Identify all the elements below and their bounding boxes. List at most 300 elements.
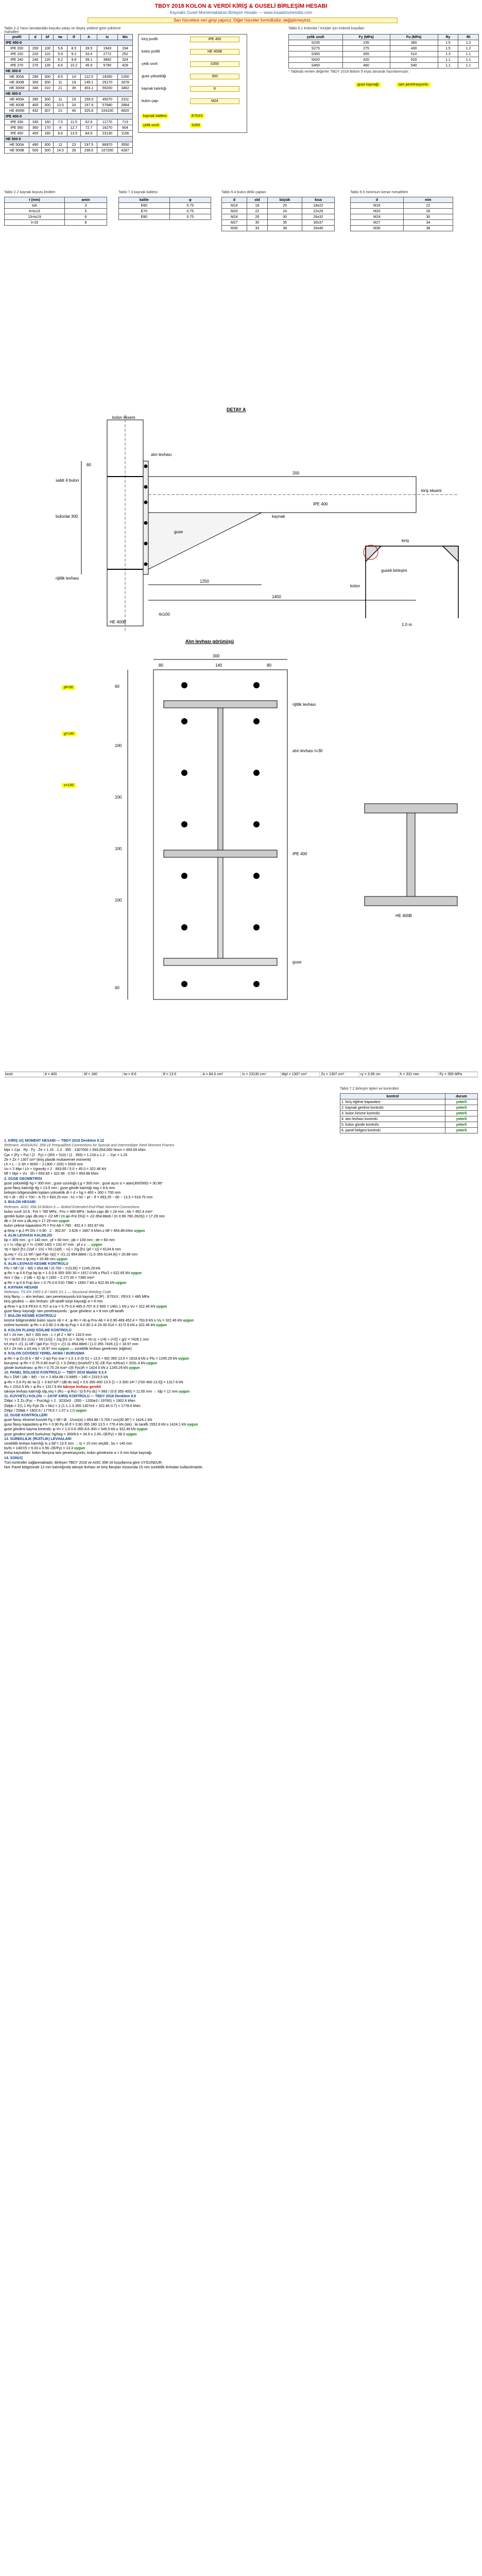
column-header: durum <box>445 1094 477 1099</box>
column-header: Ry <box>438 35 458 40</box>
dim-7: HE 400B <box>110 620 127 624</box>
calc-line: guse gövdesi kayma kontrolü: φ·Vn = 1.0·0.6·355·8.6·300 = 549.5 kN ≥ 322.46 kN uygun <box>4 1428 148 1432</box>
table-cell: 310 <box>41 86 54 91</box>
table-cell: 6.2 <box>54 57 67 63</box>
table-cell: 159.0 <box>81 97 97 103</box>
table-cell: 13.5 <box>54 103 67 108</box>
table-cell: 8.5 <box>54 74 67 80</box>
column-header: Ix <box>97 35 117 40</box>
calc-line: Ru = ΣMf / (db − tbf) − Vc = 2·854.88 / 0.6865 − 180 = 2310.5 kN <box>4 1376 108 1380</box>
table-cell: 72.7 <box>81 125 97 131</box>
section-dim-h2: 100 <box>115 743 122 748</box>
calc-section-heading: 5. ALIN LEVHASI KESME KONTROLÜ <box>4 1262 68 1266</box>
calc-status: uygun <box>129 1366 140 1370</box>
column-header: d <box>222 197 247 203</box>
table-cell: 26 <box>403 209 453 214</box>
table-cell: 303.1 <box>81 86 97 91</box>
column-header: φ <box>169 197 211 203</box>
calc-status: uygun <box>146 1361 157 1365</box>
check-status: yeterli <box>445 1116 477 1122</box>
calc-line: ΣMpb = Σ(1.1·Ry·Fyb·Zb + Mv) = 2·(1.1·1.3·355·1307e3 + 322.46·0.7) = 1778.6 kNm <box>4 1404 141 1408</box>
table-row[interactable] <box>5 86 133 91</box>
table-cell: 490 <box>29 142 42 148</box>
section-label-endplate: alın levhası t=30 <box>292 749 323 753</box>
profile-group-name: HE 500-0 <box>5 137 133 142</box>
property-cell: Fy = 355 MPa <box>438 1072 478 1077</box>
calc-status: uygun <box>187 1423 198 1427</box>
gusset-input[interactable] <box>190 74 239 79</box>
table-row[interactable] <box>119 203 211 209</box>
table-cell: 170 <box>41 125 54 131</box>
table-cell: 2311 <box>117 97 132 103</box>
check-status: yeterli <box>445 1128 477 1133</box>
page-subtitle: Kaynaklı Gusel Momentaktaran Birleşim Hesabı — www.insaatmuhendisi.com <box>169 10 313 15</box>
dim-8: 80 <box>87 463 91 467</box>
table-cell: M30 <box>351 226 404 231</box>
calc-section-heading: 7. BULON KESME KONTROLÜ <box>4 1314 57 1318</box>
table-cell: 180 <box>41 131 54 137</box>
table-row[interactable] <box>222 220 335 226</box>
table-row[interactable] <box>351 214 453 220</box>
calc-line: bs/ts = 140/15 = 9.33 ≤ 0.56·√(E/Fy) = 13.3 uygun <box>4 1447 85 1451</box>
table-row[interactable] <box>119 209 211 214</box>
steel-label: çelik sınıfı <box>142 62 158 66</box>
dim-5: 4x100 <box>159 612 170 617</box>
table-row[interactable] <box>340 1128 478 1133</box>
table-cell: 22 <box>247 209 267 214</box>
table-cell: 149.1 <box>81 80 97 86</box>
table-cell: 11770 <box>97 120 117 125</box>
table-row[interactable] <box>289 40 479 46</box>
yellow-note-2: E70XX <box>190 114 204 118</box>
profile-group-row <box>5 91 133 97</box>
calc-section-heading: 12. GUSE KONTROLLERİ <box>4 1413 48 1417</box>
check-status: yeterli <box>445 1105 477 1111</box>
table-row[interactable] <box>289 46 479 52</box>
table-cell: 10.2 <box>67 63 80 69</box>
table-cell: 5 <box>64 209 107 214</box>
table-cell: 325.8 <box>81 108 97 114</box>
table-cell: 432 <box>29 108 42 114</box>
table-row[interactable] <box>222 209 335 214</box>
table-row[interactable] <box>222 203 335 209</box>
calc-line: s = ½·√(bp·g) = ½·√(300·140) = 102.47 mm ; pf ≤ s → uygun <box>4 1243 102 1247</box>
table-cell: 300 <box>41 74 54 80</box>
table-cell: 360 <box>29 125 42 131</box>
column-header: Wx <box>117 35 132 40</box>
small-header-row <box>351 197 453 203</box>
table-cell: HE 400A <box>5 97 29 103</box>
calc-line: Mpr = Cpr · Ry · Fy · Ze = 1.15 · 1.3 · 355 · 1307000 = 693,654,000 Nmm = 693.65 kNm <box>4 1148 146 1153</box>
calc-section-heading: 10. PANEL BÖLGESİ KONTROLÜ — TBDY 2018 Madde 9.3.4 <box>4 1371 107 1375</box>
table-row[interactable] <box>5 220 107 226</box>
table-row[interactable] <box>222 214 335 220</box>
table-cell: 5.9 <box>54 52 67 57</box>
calc-line: Cpr = (Fy + Fu) / (2 · Fy) = (355 + 510) / (2 · 355) = 1.218 ≤ 1.2 → Cpr = 1.20 <box>4 1153 128 1157</box>
table-cell: 1.1 <box>458 52 479 57</box>
table-row[interactable] <box>5 142 133 148</box>
table-cell: IPE 330 <box>5 120 29 125</box>
table-row[interactable] <box>5 131 133 137</box>
table-row[interactable] <box>289 52 479 57</box>
calc-line: ezilme kontrolü: φ·Rn = 4·0.90·2.4·db·tp·Fup = 4·0.90·2.4·24·30·510 = 3172.6 kN ≥ 322.46 kN uygun <box>4 1324 167 1328</box>
table-cell: 0.75 <box>169 214 211 220</box>
table-cell: 540 <box>390 63 438 69</box>
table-row[interactable] <box>5 125 133 131</box>
table-cell: 45070 <box>97 97 117 103</box>
column-label: kolon profili <box>142 50 160 54</box>
table-cell: 200 <box>29 46 42 52</box>
table-cell: 1.1 <box>458 57 479 63</box>
dim-4: 200 <box>292 471 300 476</box>
table-cell: 4287 <box>117 148 132 154</box>
calc-section-heading: 11. KUVVETLİ KOLON — ZAYIF KİRİŞ KONTROLÜ — TBDY 2018 Denklem 9.9 <box>4 1395 136 1399</box>
right-header-row <box>289 35 479 40</box>
small-header-row <box>119 197 211 203</box>
table-row[interactable] <box>289 63 479 69</box>
dim-1: 1450 <box>272 595 281 599</box>
table-cell: 26 <box>247 214 267 220</box>
table-row[interactable] <box>289 57 479 63</box>
table-cell: 30x37 <box>302 220 335 226</box>
table-cell: 34 <box>403 220 453 226</box>
calc-line: tcf,req = √(1.11·Mf / (φd·Fyc·Yc)) = √(1.11·854.88e6 / (1.0·355·7426.1)) = 18.97 mm <box>4 1343 139 1347</box>
label-bolts: bulonlar <box>56 514 71 519</box>
calc-line: kiriş gövdesi — alın levhası: çift taraflı köşe kaynağı a = 8 mm <box>4 1300 103 1304</box>
label-stiffener: rijitlik levhası <box>56 576 79 581</box>
table-cell: 324 <box>117 57 132 63</box>
table-cell: 300 <box>41 103 54 108</box>
calc-line: h0 = dt − tf/2 = 700 − 6.75 = 693.25 mm ; h1 = h0 − pf − tf = 693.25 − 60 − 13.5 = 619.75 mm <box>4 1196 153 1200</box>
section-properties-row <box>4 1072 478 1077</box>
table-row[interactable] <box>222 226 335 231</box>
column-header: t (mm) <box>5 197 65 203</box>
table-row[interactable] <box>5 209 107 214</box>
table-cell: 24 <box>268 209 302 214</box>
calc-line: gövde burkulması: φ·Rn = 0.75·24·tcw³·√(E·Fyc)/h = 1424.5 kN ≥ 1245.29 kN uygun <box>4 1366 140 1370</box>
section-dim-w2: 80 <box>159 663 163 668</box>
column-header: çelik sınıfı <box>289 35 343 40</box>
table-row[interactable] <box>119 214 211 220</box>
table-cell: 252 <box>117 52 132 57</box>
table-cell: 39 <box>67 86 80 91</box>
property-cell: A = 84.5 cm² <box>201 1072 241 1077</box>
table-cell: 107200 <box>97 148 117 154</box>
calculation-report <box>4 1139 478 1470</box>
label-beam-axis: kiriş ekseni <box>421 488 442 493</box>
calc-line: Anv = (bp − 2·(db + 3))·tp = (300 − 2·27)·30 = 7380 mm² <box>4 1276 95 1280</box>
highlight-pf: pf=30 <box>62 685 75 690</box>
section-dim-h5: 100 <box>115 898 122 903</box>
calc-status: uygun <box>58 1347 69 1351</box>
property-cell: d = 400 <box>44 1072 83 1077</box>
table-row[interactable] <box>351 209 453 214</box>
table-cell: 2772 <box>97 52 117 57</box>
table-cell: 460 <box>342 63 390 69</box>
table-cell: 57680 <box>97 103 117 108</box>
table-cell: 6<t≤13 <box>5 209 65 214</box>
table-cell: 1.1 <box>438 63 458 69</box>
calc-line: gerekli bulon çapı db,req = √(2·Mf / (π·φn·Fnt·Σhi)) = √(2·854.88e6 / (π·0.90·780·2626)) = 17.29 mm <box>4 1215 165 1218</box>
table-cell: 240 <box>29 57 42 63</box>
calc-line: Not: Panel bölgesinde 12 mm kalınlığında takviye levhası ve kiriş flanşları hizasında 15 mm süreklilik levhaları kullanılmalıdır. <box>4 1465 203 1469</box>
table-cell: 1.2 <box>458 40 479 46</box>
section-view-drawing <box>4 649 478 1061</box>
table-cell: 330 <box>29 120 42 125</box>
table-cell: 300 <box>29 80 42 86</box>
calc-line: bulon sınıfı 10.9 ; Fnt = 780 MPa ; Fnv = 469 MPa ; bulon çapı db = 24 mm ; Ab = 452.4 mm² <box>4 1210 152 1214</box>
calc-line: guse yüksekliği hg = 300 mm ; guse uzunluğu Lg = 500 mm ; guse açısı α = atan(300/500) = 30.96° <box>4 1181 163 1185</box>
yellow-note-5: guse kaynağı <box>355 82 381 87</box>
table-cell: 238.6 <box>81 148 97 154</box>
table-row[interactable] <box>5 108 133 114</box>
table-cell: M16 <box>351 203 404 209</box>
table-cell: 0.75 <box>169 203 211 209</box>
column-header: büyük <box>268 197 302 203</box>
check-name: 4. alın levhası kontrolü <box>340 1116 445 1122</box>
profile-table-caption: Tablo 2.3 Yassı lamalardaki boyutlu yatay ve düşey yüklere göre yükleme mahalleri <box>4 27 121 34</box>
table-cell: 6 <box>64 214 107 220</box>
calc-section-heading: 13. SÜREKLİLİK (RİJİTLİK) LEVHALARI <box>4 1437 72 1441</box>
steel-input[interactable] <box>190 61 239 67</box>
table-cell: 300 <box>41 97 54 103</box>
table-cell: 18 <box>247 203 267 209</box>
table-cell: 104100 <box>97 108 117 114</box>
table-row[interactable] <box>5 214 107 220</box>
checks-summary-table <box>340 1093 478 1133</box>
calc-status: uygun <box>156 1304 167 1309</box>
table-row[interactable] <box>351 203 453 209</box>
calc-line: ΣMpc = Σ Zc·(Fyc − Puc/Ag) = 2 · 3232e3 · (355 − 1200e3 / 19780) = 1902.6 kNm <box>4 1399 135 1403</box>
table-row[interactable] <box>5 97 133 103</box>
section-dim-w4: 80 <box>267 663 271 668</box>
calc-line: φ·Rn = φ·Ct·(6·k + tbf + 2·tp)·Fyc·tcw = 1.0·1.0·(6·51 + 13.5 + 60)·355·13.5 = 1818.8 kN ≥ Ffu = 1245.29 kN uygun <box>4 1357 190 1361</box>
table-row[interactable] <box>351 226 453 231</box>
weld-size-table <box>4 197 107 226</box>
table-cell: 3 <box>64 203 107 209</box>
table-cell: M20 <box>351 209 404 214</box>
table-cell: 2884 <box>117 103 132 108</box>
table-row[interactable] <box>351 220 453 226</box>
table-cell: M27 <box>222 220 247 226</box>
calc-line: ΣMpc / ΣMpb = 1902.6 / 1778.6 = 1.07 ≥ 1.0 uygun <box>4 1409 87 1413</box>
table-cell: 197.8 <box>81 103 97 108</box>
table-cell: 300 <box>41 80 54 86</box>
property-cell: kesit <box>4 1072 44 1077</box>
column-input[interactable] <box>190 49 239 55</box>
calc-status: uygun <box>58 1219 70 1224</box>
table-cell: 160 <box>41 120 54 125</box>
calc-reference-line: Referans: AISC 358-16 Bölüm 6 — Bolted Extended End-Plate Moment Connections <box>4 1205 140 1209</box>
table-row[interactable] <box>5 103 133 108</box>
table-cell: S355 <box>289 52 343 57</box>
table-cell: 1.1 <box>438 57 458 63</box>
page-title: TBDY 2018 KOLON & VERDİ KİRİŞ & GUSELİ BİRLEŞİM HESABI <box>154 3 328 9</box>
table-cell: 135 <box>41 63 54 69</box>
table-row[interactable] <box>340 1116 478 1122</box>
table-cell: 3550 <box>117 142 132 148</box>
calc-section-heading: 2. GUSE GEOMETRİSİ <box>4 1177 42 1181</box>
gusset-shape <box>148 513 262 569</box>
check-name: 3. bulon kesme kontrolü <box>340 1111 445 1116</box>
table-cell: 9.2 <box>67 52 80 57</box>
table-cell: IPE 220 <box>5 52 29 57</box>
property-cell: Zx = 1307 cm³ <box>320 1072 359 1077</box>
table-cell: 1678 <box>117 80 132 86</box>
table-cell: 14 <box>67 74 80 80</box>
column-header: kontrol <box>340 1094 445 1099</box>
table-row[interactable] <box>5 120 133 125</box>
section-dim-h1: 60 <box>115 684 119 689</box>
frame-sketch <box>350 531 474 629</box>
table-cell: S420 <box>289 57 343 63</box>
calc-line: bp = 300 mm ; g = 140 mm ; pf = 60 mm ; pb = 100 mm ; de = 60 mm <box>4 1238 115 1242</box>
table-cell: 12.7 <box>67 125 80 131</box>
calc-line: bulon çekme kapasitesi Pt = Fnt·Ab = 780 · 452.4 = 352.87 kN <box>4 1224 104 1228</box>
table-cell: M27 <box>351 220 404 226</box>
frame-label-column: kolon <box>350 584 360 588</box>
calc-section-heading: 8. KOLON FLANŞI EĞİLME KONTROLÜ <box>4 1328 72 1332</box>
table-cell: 8.5 <box>67 46 80 52</box>
table-cell: 62.6 <box>81 120 97 125</box>
highlight-s: s=100 <box>62 783 76 788</box>
section-label-beam: IPE 400 <box>292 852 307 856</box>
t1-caption: Tablo 2.2 kaynak boyutu limitleri <box>4 191 56 194</box>
table-row[interactable] <box>340 1099 478 1105</box>
table-cell: 520 <box>390 57 438 63</box>
table-cell: 1943 <box>97 46 117 52</box>
property-cell: bf = 180 <box>83 1072 123 1077</box>
column-header: Fu (MPa) <box>390 35 438 40</box>
table-cell: 11.5 <box>67 120 80 125</box>
table-cell: 38 <box>268 226 302 231</box>
gusset-label: guse yüksekliği <box>142 75 166 78</box>
calc-line: φ·Rnw = φ·0.6·FEXX·0.707·a·Lw = 0.75·0.6·485·0.707·8·2·600 = 1481.1 kN ≥ Vu = 322.46 kN uygun <box>4 1304 167 1309</box>
calc-line: φ·Rn = φ·0.6·Fyp·bp·tp = 1.0·0.6·355·300·30 = 1917.0 kN ≥ Ffu/2 = 622.65 kN uygun <box>4 1272 142 1276</box>
table-cell: 21 <box>54 108 67 114</box>
beam-input[interactable] <box>190 37 239 42</box>
table-cell: 35 <box>268 220 302 226</box>
table-cell: 23 <box>67 142 80 148</box>
table-cell: 1.1 <box>458 63 479 69</box>
calc-status: uygun <box>178 1357 190 1361</box>
table-cell: 1.5 <box>438 46 458 52</box>
check-status: yeterli <box>445 1122 477 1128</box>
table-cell: HE 400M <box>5 108 29 114</box>
calc-line: Vu = 2·Mpr / Lh + Vgravity = 2 · 693.65 / 5.0 + 45.0 = 322.46 kN <box>4 1167 106 1172</box>
calc-line: birleşim bölgesindeki toplam yükseklik dt = d + hg = 400 + 300 = 700 mm <box>4 1191 121 1195</box>
calc-line: Ze = Zx = 1307 cm³ (kiriş plastik mukavemet momenti) <box>4 1158 91 1162</box>
table-cell: 400 <box>29 103 42 108</box>
small-header-row <box>222 197 335 203</box>
table-cell: 28 <box>67 148 80 154</box>
table-row[interactable] <box>340 1105 478 1111</box>
section-dim-w3: 140 <box>215 663 222 668</box>
column-header: d <box>29 35 42 40</box>
calc-status: uygun <box>91 1243 102 1247</box>
table-cell: M20 <box>222 209 247 214</box>
check-name: 5. kolon gövde kontrolü <box>340 1122 445 1128</box>
table-cell: 8 <box>64 220 107 226</box>
table-row[interactable] <box>5 74 133 80</box>
label-end-plate: alın levhası <box>151 452 172 457</box>
table-row[interactable] <box>5 52 133 57</box>
table-cell: 12 <box>54 142 67 148</box>
table-cell: 270 <box>29 63 42 69</box>
bolt-input[interactable] <box>190 98 239 104</box>
table-cell: 21 <box>54 86 67 91</box>
column-header: profil <box>5 35 29 40</box>
table-cell: 112.5 <box>81 74 97 80</box>
section-label-gusset: guse <box>292 960 302 964</box>
section-view-title: Alın levhası görünüşü <box>185 639 234 644</box>
calc-section-heading: 9. KOLON GÖVDESİ YEREL AKMA / BURUŞMA <box>4 1352 84 1356</box>
table-cell: 100 <box>41 46 54 52</box>
table-cell: 28.5 <box>81 46 97 52</box>
calc-line: süreklilik levhası kalınlığı ts ≥ tbf = 13.5 mm → ts = 15 mm seçildi ; bs = 140 mm <box>4 1442 132 1446</box>
table-cell: 194 <box>117 46 132 52</box>
table-cell: E60 <box>119 203 170 209</box>
column-header: A <box>81 35 97 40</box>
property-cell: h = 331 mm <box>399 1072 439 1077</box>
label-bolts-fixed: sabit 4 bulon <box>56 478 79 483</box>
check-name: 6. panel bölgesi kontrolü <box>340 1128 445 1133</box>
table-cell: t≤6 <box>5 203 65 209</box>
table-row[interactable] <box>5 46 133 52</box>
table-row[interactable] <box>5 148 133 154</box>
table-cell: 6.6 <box>54 63 67 69</box>
table-row[interactable] <box>5 57 133 63</box>
weld-input[interactable] <box>190 86 239 92</box>
table-cell: 307 <box>41 108 54 114</box>
table-cell: 430 <box>390 46 438 52</box>
end-plate-shape <box>143 461 148 574</box>
profile-header-row <box>5 35 133 40</box>
calc-line: Ffu = Mf / (d − tbf) = 854.88 / (0.700 − 0.0135) = 1245.29 kN <box>4 1267 100 1271</box>
table-row[interactable] <box>5 203 107 209</box>
bolt-hole-table <box>221 197 335 231</box>
table-cell: M24 <box>222 214 247 220</box>
property-cell: Ix = 23130 cm⁴ <box>241 1072 281 1077</box>
profile-group-row <box>5 40 133 46</box>
profile-group-name: HE 400-0 <box>5 91 133 97</box>
table-cell: IPE 200 <box>5 46 29 52</box>
calc-status: uygun <box>126 1432 137 1436</box>
table-cell: 22 <box>403 203 453 209</box>
profile-group-name: IPE 450-0 <box>5 40 133 46</box>
table-row[interactable] <box>5 80 133 86</box>
calc-line: guse gövdesi yerel burkulma: hg/twg = 300/8.6 = 34.9 ≤ 2.45·√(E/Fy) = 58.3 uygun <box>4 1432 137 1436</box>
table-cell: 23130 <box>97 131 117 137</box>
calc-line: kesme bölgesindeki bulon sayısı nb = 4 ; φ·Rn = nb·φ·Fnv·Ab = 4·0.90·469·452.4 = 763.8 kN ≥ Vu = 322.46 kN uygun <box>4 1319 194 1323</box>
calc-status: uygun <box>56 1257 67 1261</box>
property-cell: tw = 8.6 <box>123 1072 162 1077</box>
yellow-note-6: tam penetrasyonlu <box>397 82 431 87</box>
calc-status: uygun <box>134 1229 145 1233</box>
calc-line: tp = 30 mm ≥ tp,req = 20.88 mm uygun <box>4 1257 67 1261</box>
label-column-axis: kolon ekseni <box>112 415 135 420</box>
section-dim-w1: 300 <box>213 654 220 658</box>
table-row[interactable] <box>340 1111 478 1116</box>
table-row[interactable] <box>5 63 133 69</box>
profile-group-name: HE 300-0 <box>5 69 133 74</box>
table-cell: 20 <box>268 203 302 209</box>
table-row[interactable] <box>340 1122 478 1128</box>
table-cell: 300 <box>41 142 54 148</box>
highlight-g: g=140 <box>62 732 76 736</box>
frame-label-connection: guseli birleşim <box>381 568 407 573</box>
table-cell: HE 500A <box>5 142 29 148</box>
